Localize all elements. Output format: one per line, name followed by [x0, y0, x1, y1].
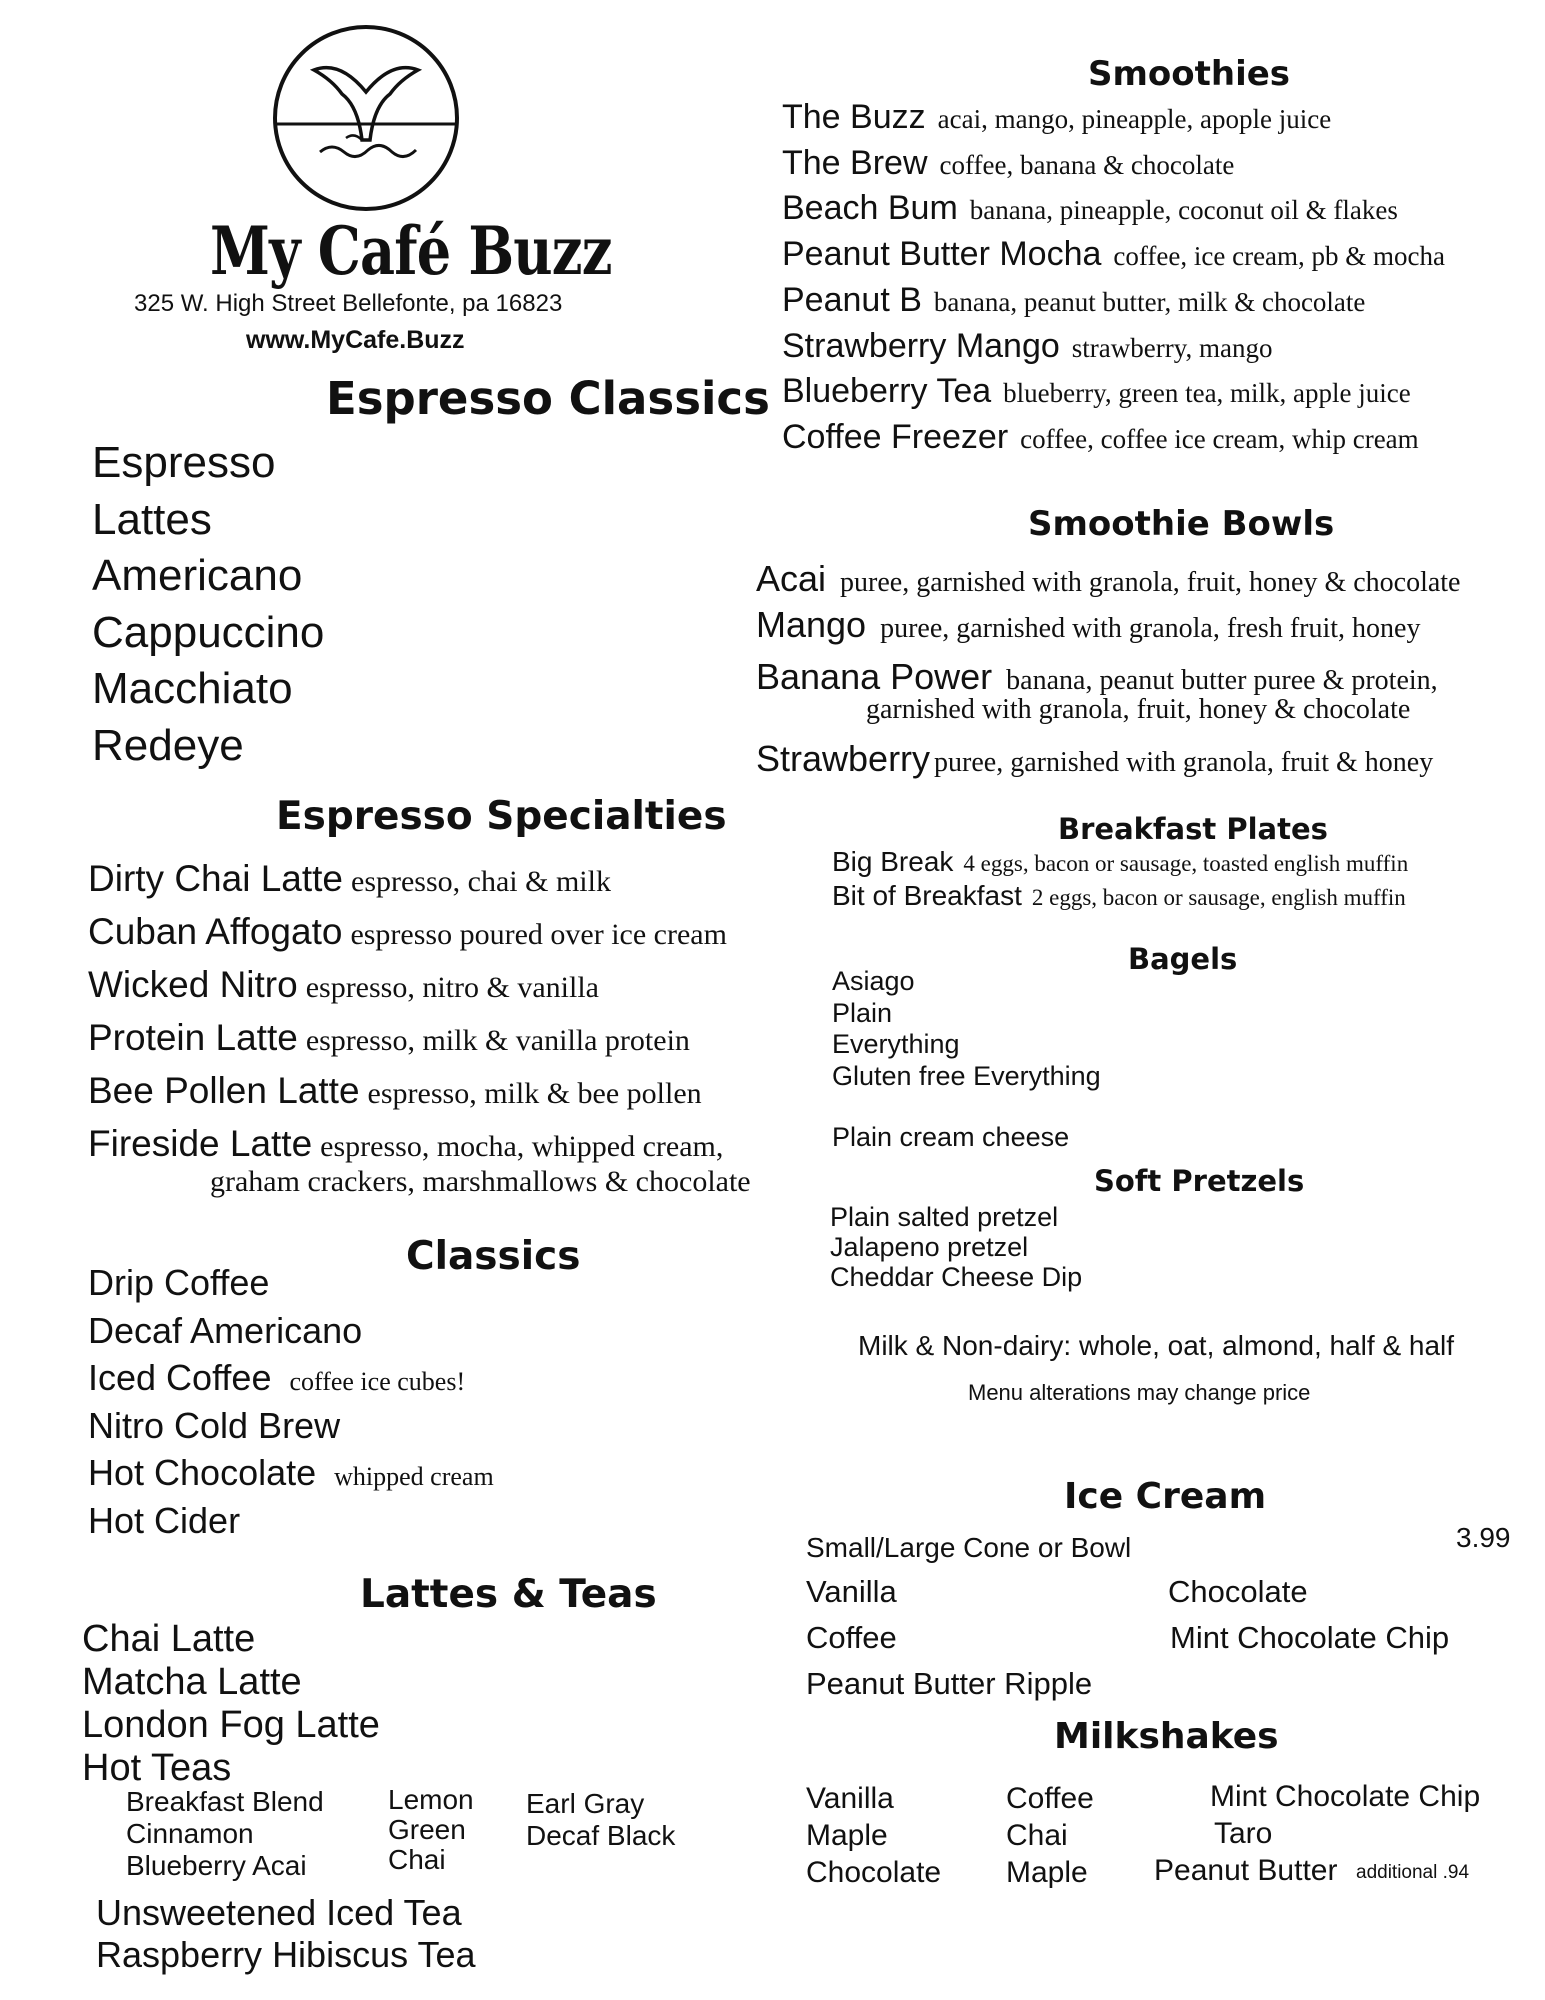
- item-description: whipped cream: [334, 1462, 494, 1491]
- item-description: coffee, banana & chocolate: [939, 149, 1235, 180]
- list-item: Everything: [832, 1029, 960, 1059]
- list-item: Jalapeno pretzel: [830, 1232, 1029, 1262]
- list-item: Asiago: [832, 966, 915, 996]
- list-item: Plain: [832, 997, 893, 1028]
- item-name: Coffee Freezer: [782, 417, 1009, 456]
- bagels-spread: Plain cream cheese: [832, 1122, 1070, 1152]
- soft-pretzels-title: Soft Pretzels: [1094, 1164, 1305, 1198]
- list-item: Raspberry Hibiscus Tea: [96, 1934, 476, 1975]
- list-item: [756, 604, 1420, 646]
- list-item: [88, 1070, 702, 1112]
- item-description: espresso poured over ice cream: [350, 918, 727, 951]
- list-item: [782, 372, 1411, 411]
- item-name: Banana Power: [756, 656, 993, 697]
- item-description: coffee ice cubes!: [289, 1367, 466, 1396]
- item-name: Drip Coffee: [88, 1262, 270, 1303]
- list-item: Maple: [1006, 1856, 1088, 1889]
- list-item: [88, 1017, 690, 1059]
- list-item: Maple: [806, 1819, 888, 1852]
- item-description: banana, pineapple, coconut oil & flakes: [969, 195, 1398, 226]
- espresso-classics-title: Espresso Classics: [326, 372, 770, 425]
- list-item: Taro: [1214, 1817, 1273, 1850]
- list-item: [88, 1123, 723, 1165]
- item-name: Big Break: [832, 846, 954, 877]
- list-item: Coffee: [1006, 1782, 1094, 1815]
- item-description: espresso, milk & vanilla protein: [305, 1024, 690, 1057]
- item-description: puree, garnished with granola, fresh fruit, honey: [880, 613, 1421, 644]
- list-item: [88, 1310, 362, 1352]
- item-name: Mango: [756, 604, 867, 645]
- list-item: [782, 98, 1331, 137]
- list-item: Macchiato: [92, 664, 293, 713]
- lattes-teas-title: Lattes & Teas: [360, 1572, 657, 1617]
- list-item: [782, 418, 1419, 457]
- list-item: Coffee: [806, 1620, 897, 1655]
- item-name: Dirty Chai Latte: [88, 858, 343, 899]
- list-item: [88, 1452, 494, 1494]
- list-item: Americano: [92, 551, 303, 600]
- logo: [270, 22, 462, 214]
- breakfast-plates-title: Breakfast Plates: [1058, 812, 1328, 846]
- list-item: Chai Latte: [82, 1618, 256, 1660]
- list-item: Cinnamon: [126, 1818, 254, 1849]
- item-description-continued: graham crackers, marshmallows & chocolate: [210, 1165, 751, 1198]
- item-name: Peanut Butter Mocha: [782, 235, 1102, 274]
- list-item: Cheddar Cheese Dip: [830, 1262, 1083, 1292]
- item-name: The Brew: [782, 143, 928, 182]
- list-item: Lattes: [92, 494, 212, 544]
- list-item: Green: [388, 1814, 466, 1845]
- item-description: strawberry, mango: [1071, 332, 1273, 363]
- list-item: [756, 656, 1438, 698]
- list-item: Chocolate: [806, 1856, 942, 1889]
- list-item: [782, 327, 1272, 366]
- list-item: Cappuccino: [92, 607, 325, 657]
- ice-cream-title: Ice Cream: [1064, 1476, 1267, 1517]
- milk-options-note: Milk & Non-dairy: whole, oat, almond, half & half: [858, 1330, 1455, 1361]
- list-item: [88, 1500, 240, 1542]
- list-item: Chai: [1006, 1819, 1068, 1852]
- ice-cream-price: 3.99: [1456, 1522, 1511, 1553]
- item-description: blueberry, green tea, milk, apple juice: [1003, 378, 1411, 409]
- item-description: 4 eggs, bacon or sausage, toasted english muffin: [963, 851, 1409, 876]
- brand-name: My Café Buzz: [210, 212, 612, 290]
- list-item: Gluten free Everything: [832, 1060, 1101, 1091]
- list-item: Earl Gray: [526, 1788, 645, 1819]
- list-item: [832, 880, 1406, 912]
- list-item: Espresso: [92, 438, 276, 487]
- list-item: Mint Chocolate Chip: [1170, 1620, 1450, 1655]
- item-name: Decaf Americano: [88, 1309, 363, 1351]
- smoothies-title: Smoothies: [1088, 54, 1291, 94]
- item-name: Wicked Nitro: [88, 964, 298, 1005]
- list-item: [756, 558, 1461, 600]
- list-item: [756, 738, 1433, 780]
- list-item: [88, 1262, 269, 1304]
- item-name: Fireside Latte: [88, 1123, 313, 1164]
- list-item: Vanilla: [806, 1782, 894, 1815]
- item-name: Acai: [756, 558, 827, 599]
- list-item: [88, 964, 599, 1006]
- hot-teas-col-1: [126, 1786, 324, 1882]
- list-item: London Fog Latte: [82, 1704, 380, 1746]
- brand-website[interactable]: www.MyCafe.Buzz: [246, 326, 465, 354]
- list-item: [782, 235, 1445, 274]
- whale-tail-icon: [270, 22, 462, 214]
- item-name: Bee Pollen Latte: [88, 1070, 360, 1111]
- bagels-title: Bagels: [1128, 942, 1238, 976]
- list-item: Matcha Latte: [82, 1661, 302, 1703]
- milkshakes-col-2: [1006, 1780, 1094, 1891]
- item-name: Hot Chocolate: [88, 1452, 317, 1493]
- item-description: coffee, coffee ice cream, whip cream: [1020, 423, 1419, 454]
- item-name: Peanut B: [782, 280, 922, 319]
- item-description: banana, peanut butter puree & protein,: [1006, 665, 1438, 696]
- list-item: Lemon: [388, 1784, 474, 1815]
- additional-price-note: additional .94: [1356, 1862, 1470, 1883]
- item-name: Strawberry: [756, 738, 931, 779]
- list-item: [832, 846, 1408, 878]
- item-description: puree, garnished with granola, fruit, honey & chocolate: [840, 567, 1461, 598]
- list-item: [88, 858, 611, 900]
- brand-address: 325 W. High Street Bellefonte, pa 16823: [134, 290, 563, 317]
- list-item: [782, 189, 1398, 228]
- list-item: Decaf Black: [526, 1820, 676, 1851]
- ice-cream-size-label: Small/Large Cone or Bowl: [806, 1532, 1132, 1563]
- item-name: Bit of Breakfast: [832, 880, 1022, 911]
- classics-title: Classics: [406, 1234, 581, 1279]
- item-name: Protein Latte: [88, 1017, 298, 1058]
- item-description: espresso, chai & milk: [351, 865, 611, 898]
- list-item: Chocolate: [1168, 1574, 1308, 1609]
- item-name: Strawberry Mango: [782, 326, 1060, 365]
- list-item: Breakfast Blend: [126, 1786, 324, 1817]
- milkshakes-col-1: [806, 1780, 941, 1891]
- item-description: puree, garnished with granola, fruit & honey: [934, 747, 1434, 778]
- list-item: Hot Teas: [82, 1747, 232, 1789]
- list-item: Mint Chocolate Chip: [1210, 1780, 1481, 1813]
- espresso-specialties-title: Espresso Specialties: [276, 794, 727, 839]
- item-name: Nitro Cold Brew: [88, 1404, 341, 1446]
- list-item: [782, 144, 1234, 183]
- list-item: Vanilla: [806, 1574, 897, 1609]
- item-name: The Buzz: [782, 98, 926, 136]
- item-description: espresso, nitro & vanilla: [305, 971, 599, 1004]
- item-description-continued: garnished with granola, fruit, honey & chocolate: [866, 694, 1411, 725]
- list-item: [88, 1405, 340, 1447]
- milkshakes-title: Milkshakes: [1054, 1716, 1279, 1757]
- item-description: espresso, milk & bee pollen: [367, 1077, 702, 1110]
- item-description: coffee, ice cream, pb & mocha: [1113, 241, 1446, 272]
- item-name: Blueberry Tea: [782, 372, 992, 411]
- list-item: Peanut Butter: [1154, 1854, 1338, 1887]
- list-item: Chai: [388, 1844, 446, 1875]
- list-item: Plain salted pretzel: [830, 1202, 1059, 1232]
- list-item: Unsweetened Iced Tea: [96, 1892, 462, 1933]
- list-item: Peanut Butter Ripple: [806, 1666, 1093, 1701]
- list-item: [88, 1357, 465, 1399]
- item-description: banana, peanut butter, milk & chocolate: [933, 286, 1366, 317]
- hot-teas-col-2: [388, 1784, 474, 1876]
- alterations-note: Menu alterations may change price: [968, 1380, 1311, 1405]
- item-name: Cuban Affogato: [88, 911, 343, 952]
- list-item: Redeye: [92, 720, 244, 770]
- item-name: Iced Coffee: [88, 1357, 272, 1398]
- item-name: Hot Cider: [88, 1499, 241, 1541]
- list-item: [88, 911, 727, 953]
- item-name: Beach Bum: [782, 189, 958, 228]
- hot-teas-col-3: [526, 1788, 675, 1852]
- item-description: 2 eggs, bacon or sausage, english muffin: [1031, 885, 1406, 910]
- item-description: acai, mango, pineapple, apople juice: [937, 104, 1332, 134]
- item-description: espresso, mocha, whipped cream,: [320, 1130, 724, 1163]
- list-item: Blueberry Acai: [126, 1850, 307, 1881]
- smoothie-bowls-title: Smoothie Bowls: [1028, 504, 1335, 544]
- list-item: [782, 281, 1365, 320]
